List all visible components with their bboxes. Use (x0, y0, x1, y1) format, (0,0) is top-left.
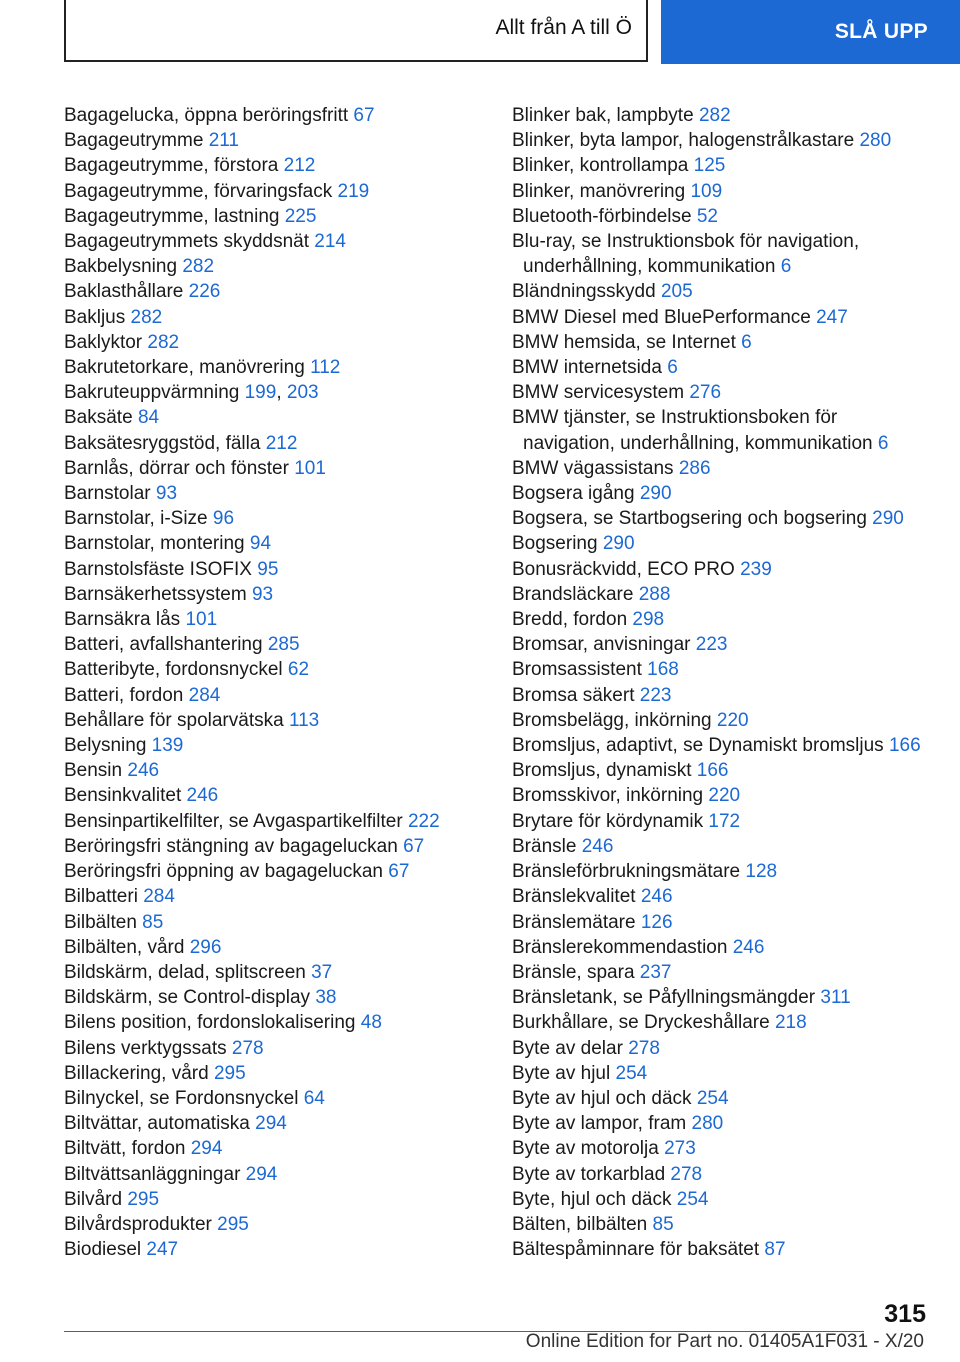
page-link[interactable]: 6 (667, 357, 678, 379)
page-link[interactable]: 237 (639, 961, 672, 983)
index-term: Bilens verktygssats (64, 1037, 227, 1059)
index-term: Bilvårdsprodukter (64, 1213, 212, 1235)
index-term: Bromsljus, dynamiskt (512, 760, 692, 782)
index-entry (512, 683, 932, 708)
page-link[interactable]: 273 (664, 1138, 696, 1160)
page-link[interactable]: 284 (143, 886, 175, 908)
index-term: BMW Diesel med BluePerformance (512, 306, 811, 328)
index-term: Bagagelucka, öppna beröringsfritt (64, 105, 349, 126)
index-term: Brandsläckare (512, 583, 634, 605)
tab-look-up-label: SLÅ UPP (834, 20, 928, 43)
index-entry (512, 531, 932, 556)
index-term: Bränsleförbrukningsmätare (512, 861, 741, 883)
index-term: Burkhållare, se Dryckeshållare (512, 1012, 770, 1034)
index-term: Bränslekvalitet (512, 886, 636, 908)
page-link[interactable]: 85 (142, 911, 164, 933)
index-term: BMW tjänster, se Instruktionsboken för navigation, underhållning, kommunikation (512, 407, 873, 454)
page-link[interactable]: 288 (638, 583, 671, 605)
index-term: Barnsäkra lås (64, 609, 181, 631)
index-entry (512, 1036, 932, 1061)
index-entry (64, 405, 499, 430)
index-term: Biltvättsanläggningar (64, 1163, 241, 1185)
page-link[interactable]: 172 (708, 810, 741, 832)
index-entry (512, 809, 932, 834)
page-link[interactable]: 220 (716, 709, 749, 731)
index-term: Barnstolar, i-Size (64, 508, 208, 530)
page-link[interactable]: 125 (693, 155, 726, 177)
page-link[interactable]: 6 (877, 432, 889, 454)
footer-edition-text: Online Edition for Part no. 01405A1F031 - X/20 (525, 1331, 924, 1352)
index-term: Barnstolar, montering (64, 533, 245, 555)
index-entry (64, 557, 499, 582)
index-term: Bagageutrymme, förvaringsfack (64, 180, 333, 202)
page-link[interactable]: 290 (872, 508, 904, 530)
index-term: Byte av delar (512, 1037, 623, 1059)
page-link[interactable]: 219 (337, 180, 370, 202)
index-term: Bromsassistent (512, 659, 642, 681)
index-entry (512, 1010, 932, 1035)
index-term: Bogsera, se Startbogsering och bogsering (512, 508, 867, 530)
page-link[interactable]: 285 (267, 634, 300, 656)
index-term: BMW vägassistans (512, 457, 674, 479)
index-term: Byte av torkarblad (512, 1163, 666, 1185)
page-link[interactable]: 223 (639, 684, 672, 706)
index-entry (64, 809, 499, 834)
page-link[interactable]: 64 (303, 1087, 325, 1109)
index-entry (64, 910, 499, 935)
index-term: Bromsbelägg, inkörning (512, 709, 712, 731)
page-number: 315 (884, 1300, 926, 1328)
page-link[interactable]: 276 (689, 382, 722, 404)
index-term: Byte av lampor, fram (512, 1113, 687, 1135)
page-link[interactable]: 139 (151, 735, 184, 757)
page-link[interactable]: 278 (670, 1163, 703, 1185)
index-term: Bagageutrymme, förstora (64, 155, 279, 177)
index-entry (512, 1212, 932, 1237)
index-term: Baklasthållare (64, 281, 184, 303)
index-entry (512, 128, 932, 153)
index-entry (64, 153, 499, 178)
page-link[interactable]: 278 (231, 1037, 264, 1059)
index-entry (512, 708, 932, 733)
page-link[interactable]: 203 (286, 382, 319, 404)
index-entry (64, 657, 499, 682)
index-term: Barnstolar (64, 483, 151, 505)
index-entry (64, 1187, 499, 1212)
page-link[interactable]: 282 (130, 306, 163, 328)
index-entry (64, 229, 499, 254)
page-link[interactable]: 67 (403, 835, 425, 857)
page-link[interactable]: 220 (708, 785, 741, 807)
index-term: Bagageutrymme (64, 130, 204, 152)
index-entry (64, 607, 499, 632)
index-column-left (64, 103, 499, 1262)
page-link[interactable]: 166 (696, 760, 729, 782)
index-entry (512, 506, 932, 531)
index-entry (64, 582, 499, 607)
index-term: Bildskärm, se Control-display (64, 987, 311, 1009)
index-term: Baksäte (64, 407, 133, 429)
page-link[interactable]: 67 (388, 861, 410, 883)
index-entry (512, 355, 932, 380)
page-link[interactable]: 239 (740, 558, 772, 580)
index-term: Blu-ray, se Instruktionsbok för navigation, underhållning, kommunikation (512, 231, 860, 278)
index-entry (64, 305, 499, 330)
page-link[interactable]: 246 (581, 835, 614, 857)
index-term: BMW servicesystem (512, 382, 685, 404)
page-link[interactable]: 298 (632, 609, 665, 631)
page-link[interactable]: 226 (188, 281, 221, 303)
index-entry (64, 884, 499, 909)
page-link[interactable]: 205 (660, 281, 693, 303)
index-term: Byte av hjul och däck (512, 1087, 692, 1109)
page-link[interactable]: 280 (691, 1113, 724, 1135)
index-term: Beröringsfri stängning av bagageluckan (64, 835, 398, 857)
page-link[interactable]: 112 (310, 357, 341, 379)
index-entry (512, 960, 932, 985)
index-term: Bildskärm, delad, splitscreen (64, 961, 306, 983)
index-term: Blinker, kontrollampa (512, 155, 689, 177)
index-entry (512, 884, 932, 909)
index-entry (64, 330, 499, 355)
tab-index-a-to-o[interactable] (64, 0, 648, 62)
page-link[interactable]: 254 (696, 1087, 729, 1109)
page-link[interactable]: 295 (217, 1213, 249, 1235)
index-entry (64, 103, 499, 128)
index-entry (512, 1136, 932, 1161)
page-link[interactable]: 37 (311, 961, 333, 983)
index-term: Byte av motorolja (512, 1138, 659, 1160)
page-link[interactable]: 168 (647, 659, 679, 681)
index-column-right (512, 103, 932, 1262)
index-term: Bakbelysning (64, 256, 178, 278)
index-entry (64, 531, 499, 556)
page-link[interactable]: 294 (190, 1138, 223, 1160)
page-link[interactable]: 38 (315, 987, 337, 1009)
page-link[interactable]: 6 (741, 331, 752, 353)
index-term: Bälten, bilbälten (512, 1213, 648, 1235)
page-link[interactable]: 101 (294, 457, 326, 479)
index-entry (64, 632, 499, 657)
index-term: BMW internetsida (512, 357, 662, 379)
index-entry (512, 733, 932, 758)
page-link[interactable]: 212 (283, 155, 316, 177)
index-entry (512, 179, 932, 204)
page-link[interactable]: 87 (764, 1239, 786, 1261)
index-entry (512, 557, 932, 582)
tab-index-label: Allt från A till Ö (495, 16, 632, 39)
page-link[interactable]: 214 (314, 231, 346, 253)
index-entry (64, 1111, 499, 1136)
index-term: BMW hemsida, se Internet (512, 331, 736, 353)
index-entry (64, 935, 499, 960)
index-term: Bredd, fordon (512, 609, 628, 631)
index-entry (64, 431, 499, 456)
index-term: Bilbatteri (64, 886, 138, 908)
index-term: Bakljus (64, 306, 126, 328)
page-link[interactable]: 246 (732, 936, 765, 958)
page-link[interactable]: 85 (652, 1213, 674, 1235)
index-entry (64, 279, 499, 304)
index-term: Batteri, fordon (64, 684, 184, 706)
page-link[interactable]: 282 (147, 331, 180, 353)
index-term: Bogsering (512, 533, 598, 555)
page-link[interactable]: 254 (676, 1188, 709, 1210)
index-term: Bilvård (64, 1188, 123, 1210)
index-entry (512, 103, 932, 128)
page-link[interactable]: 225 (284, 205, 317, 227)
page-link[interactable]: 246 (127, 760, 160, 782)
page-link[interactable]: 93 (155, 483, 178, 505)
index-term: Bagageutrymmets skyddsnät (64, 231, 310, 253)
index-entry (512, 1187, 932, 1212)
index-entry (512, 758, 932, 783)
index-term: Bränsle (512, 835, 577, 857)
page-link[interactable]: 282 (698, 105, 731, 126)
index-term: Bluetooth-förbindelse (512, 205, 692, 227)
index-entry (512, 582, 932, 607)
index-entry (512, 985, 932, 1010)
index-entry (64, 758, 499, 783)
index-term: Bältespåminnare för baksätet (512, 1239, 760, 1261)
page-link[interactable]: 295 (213, 1062, 246, 1084)
index-entry (64, 985, 499, 1010)
index-term: Bogsera igång (512, 483, 635, 505)
index-term: Bromsskivor, inkörning (512, 785, 704, 807)
page-link[interactable]: 295 (127, 1188, 160, 1210)
page-link[interactable]: 280 (859, 130, 892, 152)
index-term: Bländningsskydd (512, 281, 656, 303)
page-link[interactable]: 294 (245, 1163, 278, 1185)
index-term: Bränslemätare (512, 911, 636, 933)
page-link[interactable]: 166 (888, 735, 921, 757)
index-entry (512, 910, 932, 935)
index-term: Blinker, manövrering (512, 180, 686, 202)
index-term: Bromsljus, adaptivt, se Dynamiskt bromsljus (512, 735, 884, 757)
index-term: Bagageutrymme, lastning (64, 205, 280, 227)
index-entry (512, 380, 932, 405)
index-entry (512, 1237, 932, 1262)
page-link[interactable]: 48 (360, 1012, 382, 1034)
index-term: Biltvätt, fordon (64, 1138, 186, 1160)
index-term: Batteri, avfallshantering (64, 634, 263, 656)
index-entry (64, 1086, 499, 1111)
index-entry (512, 632, 932, 657)
index-entry (512, 330, 932, 355)
index-entry (512, 607, 932, 632)
page-link[interactable]: 96 (212, 508, 235, 530)
tab-look-up[interactable] (661, 0, 960, 64)
index-term: Batteribyte, fordonsnyckel (64, 659, 283, 681)
index-entry (64, 733, 499, 758)
index-term: Bensin (64, 760, 123, 782)
index-term: Behållare för spolarvätska (64, 709, 284, 731)
index-entry (64, 456, 499, 481)
index-term: Bromsar, anvisningar (512, 634, 691, 656)
index-entry (64, 708, 499, 733)
page-link[interactable]: 211 (208, 130, 239, 152)
index-entry (64, 1136, 499, 1161)
index-term: Biltvättar, automatiska (64, 1113, 250, 1135)
index-entry (512, 279, 932, 304)
index-entry (512, 305, 932, 330)
index-entry (64, 783, 499, 808)
index-term: Bilens position, fordonslokalisering (64, 1012, 356, 1034)
index-entry (512, 229, 932, 279)
index-entry (64, 834, 499, 859)
index-entry (64, 204, 499, 229)
index-term: Baksätesryggstöd, fälla (64, 432, 261, 454)
index-entry (64, 1036, 499, 1061)
index-term: Barnstolsfäste ISOFIX (64, 558, 252, 580)
page-link[interactable]: 6 (780, 256, 792, 278)
page-link[interactable]: 67 (353, 105, 375, 126)
page-link[interactable]: 311 (820, 987, 851, 1009)
page-link[interactable]: 294 (255, 1113, 287, 1135)
index-term: Bilbälten (64, 911, 137, 933)
page-link[interactable]: 94 (249, 533, 272, 555)
index-entry (512, 657, 932, 682)
index-term: Bilbälten, vård (64, 936, 185, 958)
index-term: Bilnyckel, se Fordonsnyckel (64, 1087, 299, 1109)
index-term: Bensinkvalitet (64, 785, 182, 807)
index-term: Biodiesel (64, 1239, 142, 1261)
index-term: Bakrutetorkare, manövrering (64, 357, 305, 379)
index-entry (512, 405, 932, 455)
page-link[interactable]: 246 (640, 886, 673, 908)
page-link[interactable]: 62 (287, 659, 310, 681)
index-term: Bränsle, spara (512, 961, 635, 983)
page-link[interactable]: 286 (678, 457, 711, 479)
index-term: Beröringsfri öppning av bagageluckan (64, 861, 383, 883)
page-link[interactable]: 95 (257, 558, 279, 580)
page-link[interactable]: 93 (251, 583, 274, 605)
page-link[interactable]: 284 (188, 684, 221, 706)
index-entry (512, 783, 932, 808)
index-entry (64, 179, 499, 204)
index-entry (512, 456, 932, 481)
index-term: Belysning (64, 735, 147, 757)
index-entry (512, 204, 932, 229)
index-term: Bakruteuppvärmning (64, 382, 240, 404)
page-link[interactable]: 282 (182, 256, 215, 278)
index-entry (64, 1061, 499, 1086)
index-entry (512, 935, 932, 960)
index-entry (512, 1111, 932, 1136)
page-link[interactable]: 52 (696, 205, 718, 227)
index-entry (64, 1010, 499, 1035)
index-term: Bonusräckvidd, ECO PRO (512, 558, 735, 580)
page-link[interactable]: 290 (639, 483, 672, 505)
index-term: Billackering, vård (64, 1062, 209, 1084)
index-term: Barnlås, dörrar och fönster (64, 457, 289, 479)
index-entry (512, 481, 932, 506)
index-entry (64, 960, 499, 985)
index-entry (64, 481, 499, 506)
page-link[interactable]: 247 (146, 1239, 179, 1261)
page-link[interactable]: 223 (695, 634, 728, 656)
page-link[interactable]: 290 (602, 533, 635, 555)
index-term: Bränslerekommendastion (512, 936, 728, 958)
page-link[interactable]: 218 (774, 1012, 807, 1034)
index-entry (64, 128, 499, 153)
index-term: Baklyktor (64, 331, 143, 353)
index-entry (512, 859, 932, 884)
page-link[interactable]: 84 (137, 407, 160, 429)
page-link[interactable]: 246 (186, 785, 219, 807)
page-link[interactable]: 109 (690, 180, 723, 202)
page-link[interactable]: 222 (407, 810, 440, 832)
index-entry (512, 1061, 932, 1086)
page-link[interactable]: 278 (628, 1037, 660, 1059)
page-link[interactable]: 254 (615, 1062, 648, 1084)
index-term: Barnsäkerhetssystem (64, 583, 247, 605)
index-entry (64, 1212, 499, 1237)
index-term: Bränsletank, se Påfyllningsmängder (512, 987, 816, 1009)
page-link[interactable]: 113 (288, 709, 320, 731)
index-entry (512, 834, 932, 859)
index-entry (512, 153, 932, 178)
page-link[interactable]: 247 (816, 306, 848, 328)
index-entry (64, 506, 499, 531)
index-entry (64, 254, 499, 279)
index-term: Byte av hjul (512, 1062, 611, 1084)
index-term: Blinker bak, lampbyte (512, 105, 694, 126)
index-term: Bensinpartikelfilter, se Avgaspartikelfilter (64, 810, 403, 832)
page-link[interactable]: 199 (244, 382, 277, 404)
page-link[interactable]: 128 (745, 861, 778, 883)
index-entry: Bakruteuppvärmning 199, 203 (64, 382, 319, 404)
index-entry (64, 683, 499, 708)
index-entry (64, 1237, 499, 1262)
index-entry (512, 1086, 932, 1111)
index-term: Blinker, byta lampor, halogenstrålkastare (512, 130, 855, 152)
index-entry (64, 1162, 499, 1187)
index-term: Brytare för kördynamik (512, 810, 704, 832)
page-link[interactable]: 101 (185, 609, 218, 631)
index-entry (64, 859, 499, 884)
page-link[interactable]: 212 (265, 432, 298, 454)
index-entry (64, 355, 499, 380)
page-link[interactable]: 126 (640, 911, 673, 933)
index-term: Byte, hjul och däck (512, 1188, 672, 1210)
page-link[interactable]: 296 (189, 936, 222, 958)
index-term: Bromsa säkert (512, 684, 635, 706)
index-entry (512, 1162, 932, 1187)
